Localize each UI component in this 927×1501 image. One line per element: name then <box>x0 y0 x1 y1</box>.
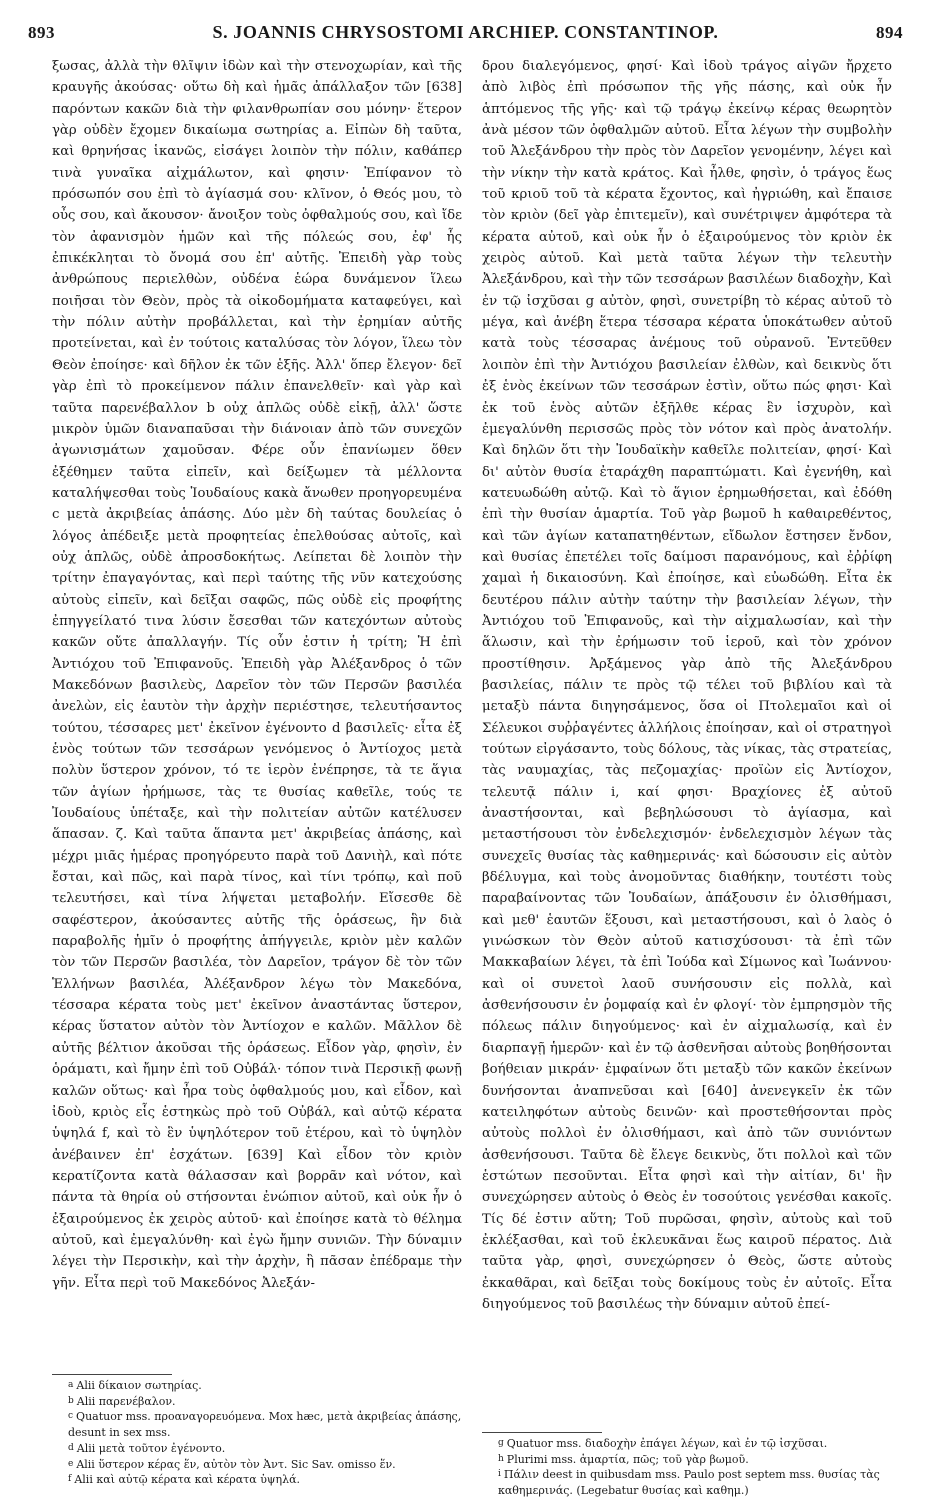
right-footnote-rule <box>482 1432 602 1433</box>
footnote-i: i Πάλιν deest in quibusdam mss. Paulo post septem mss. θυσίας τὰς καθημερινάς. (Legebatur θυσίας καὶ καθημ.) <box>498 1468 880 1498</box>
footnote-d: d Alii μετὰ τοῦτον ἐγένοντο. <box>68 1441 226 1455</box>
footnote-a: a Alii δίκαιον σωτηρίας. <box>68 1379 202 1392</box>
footnote-g: g Quatuor mss. διαδοχὴν ἐπάγει λέγων, καὶ ἐν τῷ ἰσχῦσαι. <box>498 1437 828 1450</box>
left-page-number: 893 <box>28 23 55 42</box>
right-text-column <box>482 56 892 1315</box>
footnote-e: e Alii ὕστερον κέρας ἕν, αὐτὸν τὸν Ἀντ. Sic Sav. omisso ἕν. <box>68 1457 396 1471</box>
right-footnotes <box>482 1436 892 1499</box>
left-text-column <box>52 56 462 1294</box>
right-page-number: 894 <box>875 23 903 42</box>
right-column-text: δρου διαλεγόμενος, φησί· Καὶ ἰδοὺ τράγος αἰγῶν ἤρχετο ἀπὸ λιβὸς ἐπὶ πρόσωπον τῆς γῆς πάσης, καὶ οὐκ ἦν ἁπτόμενος τῆς γῆς· καὶ τῷ τράγῳ ἐκείνῳ κέρας θεωρητὸν ἀνὰ μέσον τῶν ὀφθαλμῶν αὐτοῦ. Εἶτα λέγων τὴν συμβολὴν τοῦ Ἀλεξάνδρου τὴν πρὸς τὸν Δαρεῖον γενομένην, λέγει καὶ τὴν νίκην τὴν κατὰ κράτος. Καὶ ἦλθε, φησὶν, ὁ τράγος ἕως τοῦ κριοῦ τοῦ τὰ κέρατα ἔχοντος, καὶ ἠγριώθη, καὶ ἔπαισε τὸν κριὸν (δεῖ γὰρ ἐπιτεμεῖν), καὶ συνέτριψεν ἀμφότερα τὰ κέρατα αὐτοῦ, καὶ οὐκ ἦν ὁ ἐξαιρούμενος τὸν κριὸν ἐκ χειρὸς αὐτοῦ. Καὶ μετὰ ταῦτα λέγων τὴν τελευτὴν Ἀλεξάνδρου, καὶ τὴν τῶν τεσσάρων βασιλέων διαδοχὴν, Καὶ ἐν τῷ ἰσχῦσαι g αὐτὸν, φησὶ, συνετρίβη τὸ κέρας αὐτοῦ τὸ μέγα, καὶ ἀνέβη ἕτερα τέσσαρα κέρατα ὑποκάτωθεν αὐτοῦ κατὰ τοὺς τέσσαρας ἀνέμους τοῦ οὐρανοῦ. Ἐντεῦθεν λοιπὸν ἐπὶ τὴν Ἀντιόχου βασιλείαν ἐλθὼν, καὶ δεικνὺς ὅτι ἐξ ἑνὸς ἐκείνων τῶν τεσσάρων ἐστὶν, οὕτω πώς φησι· Καὶ ἐκ τοῦ ἑνὸς αὐτῶν ἐξῆλθε κέρας ἓν ἰσχυρὸν, καὶ ἐμεγαλύνθη περισσῶς πρὸς τὸν νότον καὶ πρὸς ἀνατολήν. Καὶ δηλῶν ὅτι τὴν Ἰουδαϊκὴν καθεῖλε πολιτείαν, φησί· Καὶ δι' αὐτὸν θυσία ἐταράχθη παραπτώματι. Καὶ ἐγενήθη, καὶ κατευωδώθη αὐτῷ. Καὶ τὸ ἅγιον ἐρημωθήσεται, καὶ ἐδόθη ἐπὶ τὴν θυσίαν ἁμαρτία. Τοῦ γὰρ βωμοῦ h καθαιρεθέντος, καὶ τῶν ἁγίων καταπατηθέντων, εἴδωλον ἔστησεν ἔνδον, καὶ θυσίας ἐπετέλει τοῖς δαίμοσι παρανόμους, καὶ ἐῤῥίφη χαμαὶ ἡ δικαιοσύνη. Καὶ ἐποίησε, καὶ εὐωδώθη. Εἶτα ἐκ δευτέρου πάλιν αὐτὴν ταύτην τὴν βασιλείαν λέγων, τὴν Ἀντιόχου τοῦ Ἐπιφανοῦς, καὶ τὴν αἰχμαλωσίαν, καὶ τὴν ἅλωσιν, καὶ τὴν ἐρήμωσιν τοῦ ἱεροῦ, καὶ τὸν χρόνον προστίθησιν. Ἀρξάμενος γὰρ ἀπὸ τῆς Ἀλεξάνδρου βασιλείας, πάλιν τε πρὸς τῷ τέλει τοῦ βιβλίου καὶ τὰ μεταξὺ πάντα διηγησάμενος, ὅσα οἱ Πτολεμαῖοι καὶ οἱ Σέλευκοι συῤῥαγέντες ἀλλήλοις ἐποίησαν, καὶ οἱ στρατηγοὶ τούτων εἰργάσαντο, τοὺς δόλους, τὰς νίκας, τὰς στρατείας, τὰς ναυμαχίας, τὰς πεζομαχίας· προϊὼν εἰς Ἀντίοχον, τελευτᾷ πάλιν i, καί φησι· Βραχίονες ἐξ αὐτοῦ ἀναστήσονται, καὶ βεβηλώσουσι τὸ ἁγίασμα, καὶ μεταστήσουσι τὸν ἐνδελεχισμόν· ἐνδελεχισμὸν λέγων τὰς συνεχεῖς θυσίας τὰς καθημερινάς· καὶ δώσουσιν εἰς αὐτὸν βδέλυγμα, καὶ τοὺς ἀνομοῦντας διαθήκην, τουτέστι τοὺς παραβαίνοντας τῶν Ἰουδαίων, ἀπάξουσιν ἐν ὀλισθήμασι, καὶ μεθ' ἑαυτῶν ἕξουσι, καὶ μεταστήσουσι, καὶ ὁ λαὸς ὁ γινώσκων τὸν Θεὸν αὐτοῦ κατισχύσουσι· τὰ ἐπὶ τῶν Μακκαβαίων λέγει, τὰ ἐπὶ Ἰούδα καὶ Σίμωνος καὶ Ἰωάννου· καὶ οἱ συνετοὶ λαοῦ συνήσουσιν εἰς πολλὰ, καὶ ἀσθενήσουσιν ἐν ῥομφαίᾳ καὶ ἐν φλογί· τὸν ἐμπρησμὸν τῆς πόλεως πάλιν διηγούμενος· καὶ ἐν αἰχμαλωσίᾳ, καὶ ἐν διαρπαγῇ ἡμερῶν· καὶ ἐν τῷ ἀσθενῆσαι αὐτοὺς βοηθήσονται βοήθειαν μικράν· ἐμφαίνων ὅτι μεταξὺ τῶν κακῶν ἐκείνων δυνήσονται ἀναπνεῦσαι καὶ [640] ἀνενεγκεῖν ἐκ τῶν κατειληφότων αὐτοὺς δεινῶν· καὶ προστεθήσονται πρὸς αὐτοὺς πολλοὶ ἐν ὀλισθήμασι, καὶ ἀπὸ τῶν συνιόντων ἀσθενήσουσι. Ταῦτα δὲ ἔλεγε δεικνὺς, ὅτι πολλοὶ καὶ τῶν ἑστώτων πεσοῦνται. Εἶτα φησὶ καὶ τὴν αἰτίαν, δι' ἣν συνεχώρησεν αὐτοὺς ὁ Θεὸς ἐν τοσούτοις γενέσθαι κακοῖς. Τίς δέ ἐστιν αὕτη; Τοῦ πυρῶσαι, φησὶν, αὐτοὺς καὶ τοῦ ἐκλέξασθαι, καὶ τοῦ ἐκλευκᾶναι ἕως καιροῦ πέρατος. Διὰ ταῦτα γὰρ, φησὶ, συνεχώρησεν ὁ Θεὸς, ὥστε αὐτοὺς ἐκκαθᾶραι, καὶ δεῖξαι τοὺς δοκίμους τοὺς ἐν αὐτοῖς. Εἶτα διηγούμενος τοῦ βασιλέως τὴν δύναμιν αὐτοῦ ἐπεί- <box>482 59 892 1312</box>
left-footnotes <box>52 1378 462 1488</box>
left-footnote-rule <box>52 1374 172 1375</box>
footnote-b: b Alii παρενέβαλον. <box>68 1394 176 1408</box>
footnote-h: h Plurimi mss. ἁμαρτία, πῶς; τοῦ γὰρ βωμοῦ. <box>498 1452 749 1466</box>
running-title: S. JOANNIS CHRYSOSTOMI ARCHIEP. CONSTANTINOP. <box>212 22 719 42</box>
left-column-text: ξωσας, ἀλλὰ τὴν θλῖψιν ἰδὼν καὶ τὴν στενοχωρίαν, καὶ τῆς κραυγῆς ἀκούσας· οὕτω δὴ καὶ ἡμᾶς ἀπάλλαξον τῶν [638] παρόντων κακῶν διὰ τὴν φιλανθρωπίαν σου μόνην· ἕτερον γὰρ οὐδὲν ἔχομεν δικαίωμα σωτηρίας a. Εἰπὼν δὴ ταῦτα, καὶ θρηνήσας ἱκανῶς, εἰσάγει λοιπὸν τὴν πόλιν, καθάπερ τινὰ γυναῖκα αἰχμάλωτον, καὶ φησιν· Ἐπίφανον τὸ πρόσωπόν σου ἐπὶ τὸ ἁγίασμά σου· κλῖνον, ὁ Θεός μου, τὸ οὖς σου, καὶ ἄκουσον· ἄνοιξον τοὺς ὀφθαλμούς σου, καὶ ἴδε τὸν ἀφανισμὸν ἡμῶν καὶ τῆς πόλεώς σου, ἐφ' ἧς ἐπικέκληται τὸ ὄνομά σου ἐπ' αὐτῆς. Ἐπειδὴ γὰρ τοὺς ἀνθρώπους περιελθὼν, οὐδένα ἑώρα δυνάμενον ἵλεω ποιῆσαι τὸν Θεὸν, πρὸς τὰ οἰκοδομήματα καταφεύγει, καὶ τὴν πόλιν αὐτὴν προβάλλεται, καὶ τὴν ἐρημίαν αὐτῆς προτείνεται, καὶ ἐν τούτοις καταλύσας τὸν λόγον, ἵλεω τὸν Θεὸν ἐποίησε· καὶ δῆλον ἐκ τῶν ἑξῆς. Ἀλλ' ὅπερ ἔλεγον· δεῖ γὰρ ἐπὶ τὸ προκείμενον πάλιν ἐπανελθεῖν· καὶ γὰρ καὶ ταῦτα παρενέβαλλον b οὐχ ἁπλῶς οὐδὲ εἰκῇ, ἀλλ' ὥστε μικρὸν ὑμῶν διαναπαῦσαι τὴν διάνοιαν ἀπὸ τῶν συνεχῶν ἀγωνισμάτων χαμοῦσαν. Φέρε οὖν ἐπανίωμεν ὅθεν ἐξέθημεν ταῦτα εἰπεῖν, καὶ δείξωμεν τὰ μέλλοντα καταλήψεσθαι τοὺς Ἰουδαίους κακὰ ἄνωθεν προηγορευμένα c μετὰ ἀκριβείας ἁπάσης. Δύο μὲν δὴ ταύτας δουλείας ὁ λόγος ἀπέδειξε μετὰ προφητείας ἐπελθούσας αὐτοῖς, καὶ οὐχ ἁπλῶς, οὐδὲ ἀπροσδοκήτως. Λείπεται δὲ λοιπὸν τὴν τρίτην ἐπαγαγόντας, καὶ περὶ ταύτης τῆς νῦν κατεχούσης αὐτοὺς εἰπεῖν, καὶ δεῖξαι σαφῶς, πῶς οὐδὲ εἰς προφήτης ἐπηγγείλατό τινα λύσιν ἔσεσθαι τῶν κατεχόντων αὐτοὺς κακῶν οὔτε ἀπαλλαγήν. Τίς οὖν ἐστιν ἡ τρίτη; Ἡ ἐπὶ Ἀντιόχου τοῦ Ἐπιφανοῦς. Ἐπειδὴ γὰρ Ἀλέξανδρος ὁ τῶν Μακεδόνων βασιλεὺς, Δαρεῖον τὸν τῶν Περσῶν βασιλέα ἀνελὼν, εἰς ἑαυτὸν τὴν ἀρχὴν περιέστησε, τελευτήσαντος τούτου, τέσσαρες μετ' ἐκεῖνον ἐγένοντο d βασιλεῖς· εἶτα ἐξ ἑνὸς τούτων τῶν τεσσάρων γενόμενος ὁ Ἀντίοχος μετὰ πολὺν ὕστερον χρόνον, τό τε ἱερὸν ἐνέπρησε, τὰ τε ἅγια τῶν ἁγίων ἠρήμωσε, τὰς τε θυσίας καθεῖλε, τούς τε Ἰουδαίους ὑπέταξε, καὶ τὴν πολιτείαν αὐτῶν κατέλυσεν ἅπασαν. ζ. Καὶ ταῦτα ἅπαντα μετ' ἀκριβείας ἁπάσης, καὶ μέχρι μιᾶς ἡμέρας προηγόρευτο παρὰ τοῦ Δανιὴλ, καὶ πότε ἔσται, καὶ πῶς, καὶ παρὰ τίνος, καὶ τίνι τρόπῳ, καὶ ποῦ τελευτήσει, καὶ τίνα λήψεται μεταβολήν. Εἴσεσθε δὲ σαφέστερον, ἀκούσαντες αὐτῆς τῆς ὁράσεως, ἣν διὰ παραβολῆς ἡμῖν ὁ προφήτης ἀπήγγειλε, κριὸν μὲν καλῶν τὸν τῶν Περσῶν βασιλέα, τὸν Δαρεῖον, τράγον δὲ τὸν τῶν Ἑλλήνων βασιλέα, Ἀλέξανδρον λέγω τὸν Μακεδόνα, τέσσαρα κέρατα τοὺς μετ' ἐκεῖνον ἀναστάντας ὕστερον, κέρας ὕστατον αὐτὸν τὸν Ἀντίοχον e καλῶν. Μᾶλλον δὲ αὐτῆς βέλτιον ἀκοῦσαι τῆς ὁράσεως. Εἶδον γὰρ, φησὶν, ἐν ὁράματι, καὶ ἤμην ἐπὶ τοῦ Οὐβάλ· τόπον τινὰ Περσικῇ φωνῇ καλῶν οὕτως· καὶ ἦρα τοὺς ὀφθαλμούς μου, καὶ εἶδον, καὶ ἰδοὺ, κριὸς εἷς ἑστηκὼς πρὸ τοῦ Οὐβάλ, καὶ αὐτῷ κέρατα ὑψηλά f, καὶ τὸ ἓν ὑψηλότερον τοῦ ἑτέρου, καὶ τὸ ὑψηλὸν ἀνέβαινεν ἐπ' ἐσχάτων. [639] Καὶ εἶδον τὸν κριὸν κερατίζοντα κατὰ θάλασσαν καὶ βορρᾶν καὶ νότον, καὶ πάντα τὰ θηρία οὐ στήσονται ἐνώπιον αὐτοῦ, καὶ οὐκ ἦν ὁ ἐξαιρούμενος ἐκ χειρὸς αὐτοῦ· καὶ ἐποίησε κατὰ τὸ θέλημα αὐτοῦ, καὶ ἐμεγαλύνθη· καὶ ἐγὼ ἤμην συνιῶν. Τὴν δύναμιν λέγει τὴν Περσικὴν, καὶ τὴν ἀρχὴν, ἣ πᾶσαν ἐπέδραμε τὴν γῆν. Εἶτα περὶ τοῦ Μακεδόνος Ἀλεξάν- <box>52 59 462 1291</box>
footnote-f: f Alii καὶ αὐτῷ κέρατα καὶ κέρατα ὑψηλά. <box>68 1473 300 1487</box>
footnote-c: c Quatuor mss. προαναγορευόμενα. Mox hæc, μετὰ ἀκριβείας ἁπάσης, desunt in sex mss. <box>68 1410 462 1440</box>
running-header <box>28 22 903 50</box>
